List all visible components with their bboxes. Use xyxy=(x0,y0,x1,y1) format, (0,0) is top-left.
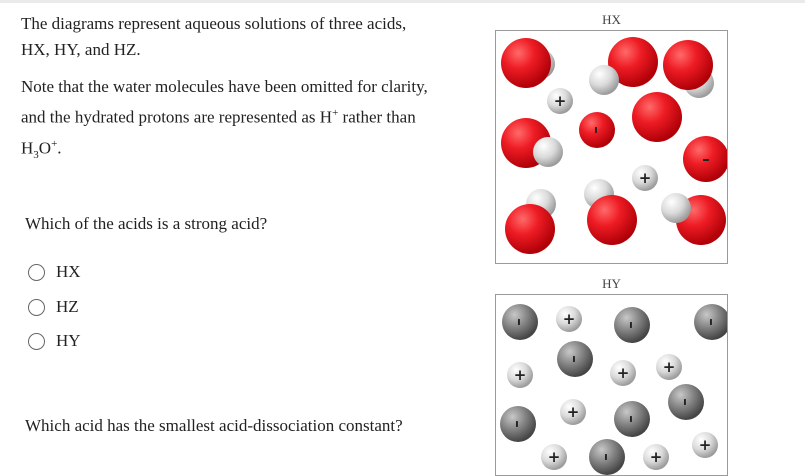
intro-text: The diagrams represent aqueous solutions of three acids, HX, HY, and HZ. xyxy=(21,14,407,59)
plus-sign: + xyxy=(562,310,576,328)
minus-sign: – xyxy=(623,321,641,329)
option-hz[interactable]: HZ xyxy=(28,297,79,317)
plus-sign: + xyxy=(616,364,630,382)
minus-sign: – xyxy=(702,150,710,168)
plus-sign: + xyxy=(662,358,676,376)
minus-sign: – xyxy=(677,398,695,406)
plus-sign: + xyxy=(566,403,580,421)
hydrogen-atom xyxy=(589,65,619,95)
top-border xyxy=(0,0,805,3)
red-atom xyxy=(663,40,713,90)
red-atom xyxy=(587,195,637,245)
option-hy[interactable]: HY xyxy=(28,331,81,351)
minus-sign: – xyxy=(509,420,527,428)
hx-molecules xyxy=(496,31,728,263)
minus-sign: – xyxy=(511,318,529,326)
option-hx[interactable]: HX xyxy=(28,262,81,282)
plus-sign: + xyxy=(553,92,567,110)
diagram-hy-box xyxy=(495,294,728,476)
hydronium-formula: $H_3O^+$. xyxy=(21,137,62,161)
diagram-hx xyxy=(495,12,728,264)
plus-sign: + xyxy=(547,448,561,466)
red-atom xyxy=(632,92,682,142)
minus-sign: – xyxy=(566,355,584,363)
hydrogen-atom xyxy=(661,193,691,223)
diagram-hx-box xyxy=(495,30,728,264)
question-smallest-ka: Which acid has the smallest acid-dissociation constant? xyxy=(25,416,403,435)
diagram-hy-label: HY xyxy=(602,276,621,291)
plus-sign: + xyxy=(649,448,663,466)
plus-sign: + xyxy=(698,436,712,454)
hy-molecules xyxy=(496,295,728,475)
diagram-hy xyxy=(495,276,728,476)
question-strong-acid: Which of the acids is a strong acid? xyxy=(25,214,268,233)
diagram-hx-label: HX xyxy=(602,12,621,27)
red-atom xyxy=(501,38,551,88)
minus-sign: – xyxy=(623,415,641,423)
hydrogen-atom xyxy=(533,137,563,167)
plus-sign: + xyxy=(638,169,652,187)
minus-sign: – xyxy=(703,318,721,326)
radio-hx[interactable] xyxy=(28,264,45,281)
minus-sign: – xyxy=(598,453,616,461)
plus-sign: + xyxy=(513,366,527,384)
radio-hz[interactable] xyxy=(28,299,45,316)
radio-hy[interactable] xyxy=(28,333,45,350)
minus-sign: – xyxy=(588,126,606,134)
red-atom xyxy=(505,204,555,254)
note-text: Note that the water molecules have been omitted for clarity, and the hydrated protons are represented as H+ rather than $H_3O^+$. xyxy=(21,74,428,168)
